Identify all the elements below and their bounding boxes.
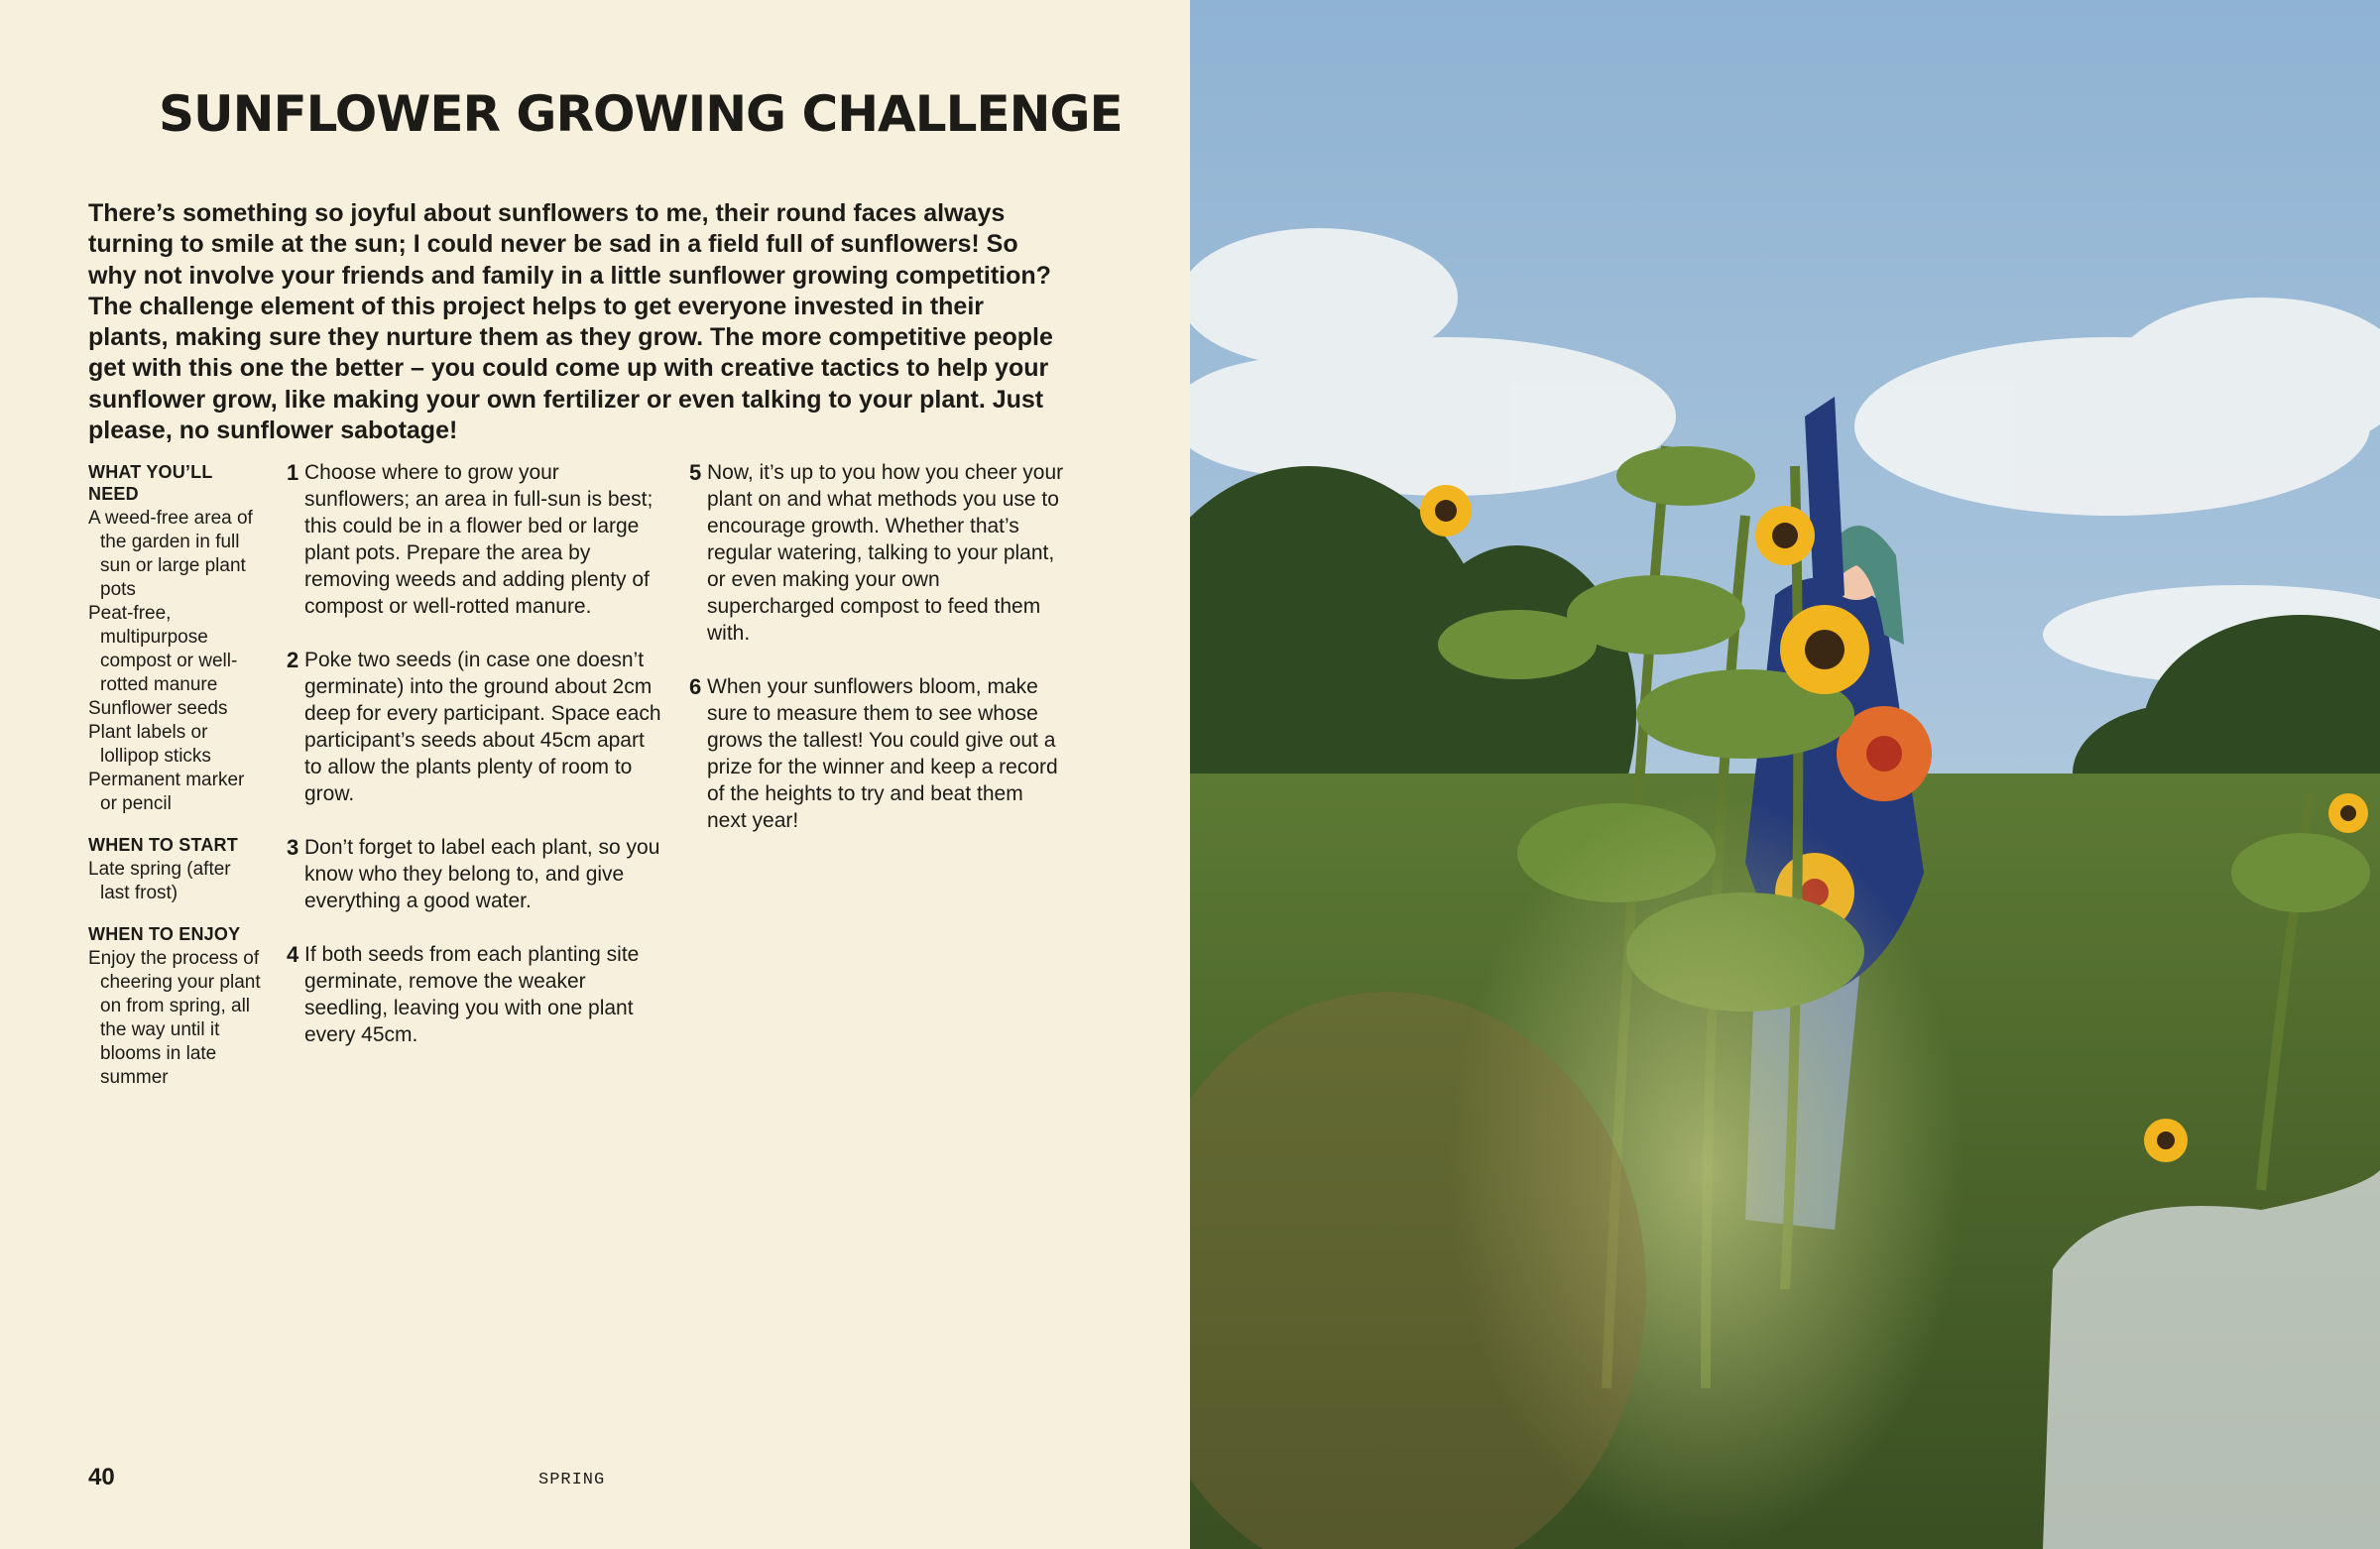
step-text: If both seeds from each planting site germinate, remove the weaker seedling, leaving you with one plant every 45cm. bbox=[304, 943, 640, 1046]
when-to-start-text: Late spring (after last frost) bbox=[88, 859, 231, 903]
what-you-need-heading: WHAT YOU’LL NEED bbox=[88, 462, 213, 504]
step-5 bbox=[689, 459, 1066, 647]
need-item: Sunflower seeds bbox=[88, 698, 228, 719]
step-2 bbox=[287, 647, 663, 807]
sidebar-info bbox=[88, 461, 262, 1108]
when-to-start-heading: WHEN TO START bbox=[88, 835, 238, 855]
section-name: SPRING bbox=[538, 1471, 606, 1489]
step-number: 1 bbox=[287, 460, 299, 485]
step-text: Choose where to grow your sunflowers; an area in full-sun is best; this could be in a flower bed or large plant pots. Prepare the area by removing weeds and adding plenty of compost or well-rotted manure. bbox=[304, 461, 654, 618]
page-title: SUNFLOWER GROWING CHALLENGE bbox=[159, 85, 1123, 143]
steps-column-left bbox=[287, 459, 663, 1075]
need-item: Plant labels or lollipop sticks bbox=[88, 722, 211, 767]
step-text: Don’t forget to label each plant, so you know who they belong to, and give everything a good water. bbox=[304, 836, 660, 912]
photo-illustration bbox=[1190, 0, 2380, 1549]
need-item: Peat-free, multipurpose compost or well-rotted manure bbox=[88, 603, 238, 695]
step-text: Now, it’s up to you how you cheer your plant on and what methods you use to encourage growth. Whether that’s regular watering, talking to your plant, or even making your own supercharged compost to feed them with. bbox=[707, 461, 1064, 645]
when-to-enjoy-text: Enjoy the process of cheering your plant on from spring, all the way until it blooms in late summer bbox=[88, 948, 261, 1088]
when-to-enjoy-heading: WHEN TO ENJOY bbox=[88, 924, 241, 944]
step-number: 6 bbox=[689, 674, 702, 699]
what-you-need-block bbox=[88, 461, 262, 816]
step-text: Poke two seeds (in case one doesn’t germinate) into the ground about 2cm deep for every participant. Space each participant’s seeds about 45cm apart to allow the plants plenty of room to grow. bbox=[304, 649, 661, 805]
step-3 bbox=[287, 834, 663, 914]
page-number: 40 bbox=[88, 1464, 115, 1490]
step-6 bbox=[689, 673, 1066, 834]
when-to-enjoy-block bbox=[88, 923, 262, 1090]
steps-column-right bbox=[689, 459, 1066, 861]
need-item: A weed-free area of the garden in full sun or large plant pots bbox=[88, 508, 253, 600]
step-text: When your sunflowers bloom, make sure to measure them to see whose grows the tallest! You could give out a prize for the winner and keep a record of the heights to try and beat them next year! bbox=[707, 675, 1058, 832]
sunflower-photo bbox=[1190, 0, 2380, 1549]
when-to-start-block bbox=[88, 834, 262, 905]
step-number: 2 bbox=[287, 648, 299, 672]
intro-paragraph: There’s something so joyful about sunflowers to me, their round faces always turning to smile at the sun; I could never be sad in a field full of sunflowers! So why not involve your friends and family in a little sunflower growing competition? The challenge element of this project helps to get everyone invested in their plants, making sure they nurture them as they grow. The more competitive people get with this one the better – you could come up with creative tactics to help your sunflower grow, like making your own fertilizer or even talking to your plant. Just please, no sunflower sabotage! bbox=[88, 199, 1053, 445]
step-number: 4 bbox=[287, 942, 299, 967]
need-item: Permanent marker or pencil bbox=[88, 770, 245, 814]
step-number: 5 bbox=[689, 460, 702, 485]
step-4 bbox=[287, 941, 663, 1048]
step-number: 3 bbox=[287, 835, 299, 860]
step-1 bbox=[287, 459, 663, 620]
